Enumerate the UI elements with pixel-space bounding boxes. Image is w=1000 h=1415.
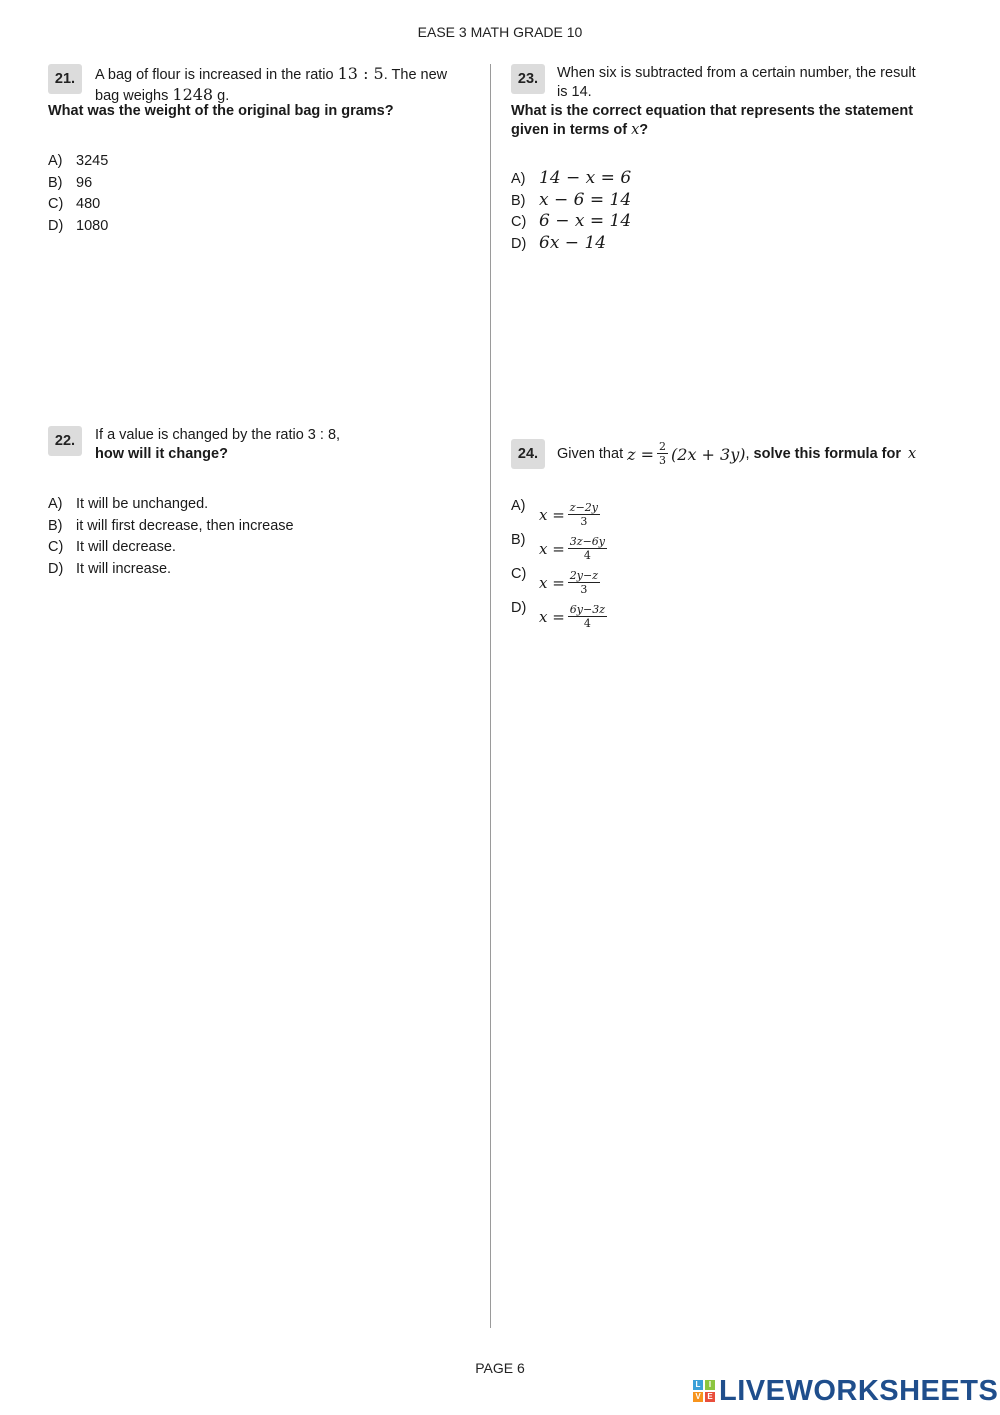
- question-23-prompt: [511, 102, 951, 140]
- fraction-denominator: 3: [580, 583, 588, 596]
- page-header: EASE 3 MATH GRADE 10: [417, 24, 583, 40]
- question-22-prompt: how will it change?: [95, 446, 228, 462]
- option-text: It will be unchanged.: [76, 496, 209, 512]
- option-label: A): [48, 153, 63, 169]
- option-equation: 6 − x = 14: [539, 211, 632, 231]
- fraction-numerator: 2: [659, 440, 667, 453]
- fraction-numerator: 6y−3z: [569, 603, 606, 616]
- option-text: it will first decrease, then increase: [76, 517, 294, 534]
- option-lhs: x =: [539, 574, 565, 592]
- prompt-text: given in terms of: [511, 122, 632, 138]
- fraction-denominator: 3: [659, 454, 667, 467]
- logo-text: LIVEWORKSHEETS: [719, 1374, 999, 1407]
- question-23-stem: [557, 64, 977, 102]
- option-label: A): [511, 498, 526, 514]
- formula-fraction: [657, 441, 668, 467]
- prompt-text: ?: [639, 122, 649, 138]
- option-d[interactable]: [511, 233, 631, 255]
- stem-text: A bag of flour is increased in the ratio: [95, 67, 338, 83]
- question-number-21: 21.: [48, 64, 82, 94]
- option-fraction: [568, 570, 600, 596]
- stem-text: ,: [745, 446, 750, 462]
- option-lhs: x =: [539, 540, 565, 558]
- option-text: 480: [76, 196, 101, 212]
- option-text: 1080: [76, 217, 109, 234]
- logo-tile: I: [705, 1380, 715, 1390]
- option-fraction: [568, 604, 607, 630]
- option-lhs: x =: [539, 506, 565, 524]
- variable-x: x: [631, 122, 640, 138]
- fraction-numerator: 2y−z: [569, 569, 599, 582]
- formula-expression: (2x + 3y): [671, 444, 746, 464]
- option-d[interactable]: [48, 559, 294, 581]
- option-text: It will decrease.: [76, 539, 176, 555]
- option-equation: 6x − 14: [539, 232, 607, 253]
- option-label: D): [48, 217, 64, 234]
- option-b[interactable]: [511, 190, 631, 212]
- option-label: C): [511, 566, 527, 582]
- question-number-22: 22.: [48, 426, 82, 456]
- option-a[interactable]: [48, 494, 294, 516]
- option-lhs: x =: [539, 608, 565, 626]
- option-b[interactable]: [48, 516, 294, 538]
- logo-tile: E: [705, 1392, 715, 1402]
- stem-text: When six is subtracted from a certain number, the result: [557, 65, 916, 81]
- fraction-denominator: 4: [583, 549, 591, 562]
- option-fraction: [568, 536, 607, 562]
- option-c[interactable]: [48, 537, 294, 559]
- formula-lhs: z =: [627, 444, 655, 464]
- option-text: It will increase.: [76, 560, 172, 577]
- stem-text: bag weighs: [95, 88, 173, 104]
- question-24-options: [511, 494, 610, 630]
- stem-text: . The new: [383, 67, 448, 83]
- logo-tile: V: [693, 1392, 703, 1402]
- question-24-prompt: solve this formula for: [749, 446, 906, 462]
- stem-text: Given that: [557, 446, 624, 462]
- option-a[interactable]: [48, 151, 108, 173]
- question-number-24: 24.: [511, 439, 545, 469]
- question-21-options: [48, 151, 108, 237]
- page-number: PAGE 6: [475, 1360, 525, 1376]
- option-a[interactable]: [511, 494, 610, 528]
- liveworksheets-logo: [693, 1374, 999, 1408]
- option-c[interactable]: [511, 211, 631, 233]
- logo-tiles-icon: [693, 1380, 715, 1402]
- option-text: 96: [76, 174, 93, 191]
- column-divider: [490, 64, 491, 1328]
- question-24-stem: [557, 437, 977, 471]
- option-a[interactable]: [511, 168, 631, 190]
- option-label: B): [48, 174, 63, 191]
- option-d[interactable]: [48, 216, 108, 238]
- option-d[interactable]: [511, 596, 610, 630]
- variable-x: x: [908, 446, 917, 462]
- ratio-value: 13 : 5: [337, 64, 384, 83]
- option-fraction: [568, 502, 600, 528]
- option-label: D): [511, 235, 527, 252]
- option-label: B): [48, 517, 63, 534]
- question-22-options: [48, 494, 294, 580]
- question-21-prompt: What was the weight of the original bag in grams?: [48, 103, 394, 119]
- option-label: C): [48, 539, 64, 555]
- stem-text: If a value is changed by the ratio 3 : 8,: [95, 427, 341, 443]
- fraction-denominator: 4: [583, 617, 591, 630]
- question-22-stem: [95, 426, 475, 464]
- fraction-denominator: 3: [580, 515, 588, 528]
- option-label: C): [511, 214, 527, 230]
- option-c[interactable]: [48, 194, 108, 216]
- question-21-stem: [95, 64, 485, 106]
- option-label: B): [511, 192, 526, 209]
- option-label: D): [511, 600, 527, 616]
- logo-tile: L: [693, 1380, 703, 1390]
- weight-value: 1248: [172, 85, 214, 104]
- question-23-options: [511, 168, 631, 254]
- option-text: 3245: [76, 153, 109, 169]
- fraction-numerator: z−2y: [569, 501, 599, 514]
- option-label: D): [48, 560, 64, 577]
- option-c[interactable]: [511, 562, 610, 596]
- stem-text: g.: [213, 88, 230, 104]
- fraction-numerator: 3z−6y: [569, 535, 606, 548]
- option-b[interactable]: [48, 173, 108, 195]
- option-equation: x − 6 = 14: [539, 189, 632, 210]
- option-label: A): [511, 171, 526, 187]
- stem-text: is 14.: [557, 84, 592, 100]
- option-label: C): [48, 196, 64, 212]
- prompt-text: What is the correct equation that represents the statement: [511, 103, 914, 119]
- option-label: B): [511, 532, 526, 548]
- option-b[interactable]: [511, 528, 610, 562]
- option-label: A): [48, 496, 63, 512]
- option-equation: 14 − x = 6: [539, 168, 632, 188]
- question-number-23: 23.: [511, 64, 545, 94]
